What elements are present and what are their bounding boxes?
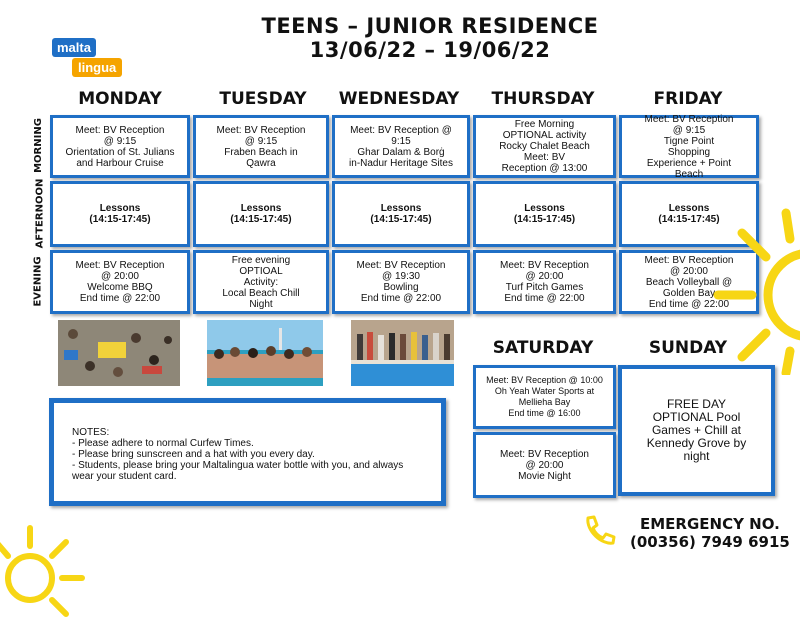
row-label-evening-text: EVENING [32,256,44,307]
schedule-cell-monday-afternoon [50,181,190,247]
logo-word-malta: malta [52,38,96,57]
cell-text: Meet: BV Reception @ 20:00 Turf Pitch Games End time @ 22:00 [500,260,589,304]
cell-text: Meet: BV Reception @ 20:00 Movie Night [500,448,589,482]
schedule-cell-monday-morning [50,115,190,178]
maltalingua-logo [52,38,132,80]
row-label-evening [25,251,45,316]
cell-text: Meet: BV Reception @ 9:15 Tigne Point Shopping Experience + Point Beach [644,113,734,180]
phone-icon [580,512,618,555]
schedule-cell-wednesday-morning [332,115,470,178]
notes-text: NOTES: - Please adhere to normal Curfew Times. - Please bring sunscreen and a hat with you every day. - Students, please bring your Maltalingua water bottle with you, and always wear your student card. [72,427,404,482]
photo-beach-party [207,320,323,386]
day-header-sunday: SUNDAY [648,338,728,358]
sun-decoration-bottom-left [0,498,110,618]
page-title: TEENS – JUNIOR RESIDENCE [261,14,599,38]
schedule-cell-wednesday-afternoon [332,181,470,247]
photo-beach-party-image [207,320,323,386]
notes-box [49,398,446,506]
day-header-wednesday: WEDNESDAY [338,89,460,109]
cell-text: Meet: BV Reception @ 9:15 Orientation of St. Julians and Harbour Cruise [65,124,175,169]
emergency-label: EMERGENCY NO. [639,515,780,533]
cell-text: Lessons (14:15-17:45) [370,203,432,225]
row-label-morning [25,115,45,180]
cell-text: Lessons (14:15-17:45) [89,203,151,225]
row-label-afternoon [25,178,46,249]
schedule-cell-tuesday-afternoon [193,181,329,247]
schedule-cell-friday-morning [619,115,759,178]
sun-decoration-right [690,205,800,375]
cell-text: Free Morning OPTIONAL activity Rocky Chalet Beach Meet: BV Reception @ 13:00 [499,119,590,174]
cell-text: FREE DAY OPTIONAL Pool Games + Chill at Kennedy Grove by night [646,397,747,463]
schedule-cell-thursday-evening [473,250,616,314]
cell-text: Meet: BV Reception @ 10:00 Oh Yeah Water Sports at Mellieha Bay End time @ 16:00 [486,375,603,418]
schedule-cell-saturday-day [473,365,616,429]
photo-group-orientation [58,320,180,386]
photo-pool-group [351,320,454,386]
day-header-friday: FRIDAY [653,89,723,109]
row-label-morning-text: MORNING [32,118,44,173]
schedule-cell-thursday-morning [473,115,616,178]
schedule-cell-tuesday-evening [193,250,329,314]
schedule-cell-wednesday-evening [332,250,470,314]
cell-text: Meet: BV Reception @ 9:15 Fraben Beach in Qawra [216,124,306,169]
row-label-afternoon-text: AFTERNOON [34,178,46,249]
date-range: 13/06/22 – 19/06/22 [309,38,551,62]
cell-text: Meet: BV Reception @ 19:30 Bowling End time @ 22:00 [356,260,446,304]
schedule-cell-monday-evening [50,250,190,314]
day-header-thursday: THURSDAY [491,89,595,109]
day-header-tuesday: TUESDAY [219,89,307,109]
schedule-cell-sunday [618,365,775,496]
photo-group-orientation-image [58,320,180,386]
cell-text: Lessons (14:15-17:45) [658,203,720,225]
cell-text: Meet: BV Reception @ 20:00 Beach Volleyball @ Golden Bay End time @ 22:00 [644,254,734,310]
emergency-number [630,515,790,551]
day-header-saturday: SATURDAY [492,338,594,358]
cell-text: Lessons (14:15-17:45) [513,203,576,225]
cell-text: Meet: BV Reception @ 9:15 Ghar Dalam & Borġ in-Nadur Heritage Sites [349,124,453,169]
photo-pool-group-image [351,320,454,386]
schedule-cell-thursday-afternoon [473,181,616,247]
day-header-monday: MONDAY [78,89,162,109]
cell-text: Meet: BV Reception @ 20:00 Welcome BBQ End time @ 22:00 [75,260,165,304]
logo-word-lingua: lingua [72,58,122,77]
schedule-cell-saturday-evening [473,432,616,498]
schedule-cell-tuesday-morning [193,115,329,178]
cell-text: Lessons (14:15-17:45) [230,203,292,225]
emergency-phone: (00356) 7949 6915 [630,533,790,551]
cell-text: Free evening OPTIOAL Activity: Local Beach Chill Night [222,254,300,310]
